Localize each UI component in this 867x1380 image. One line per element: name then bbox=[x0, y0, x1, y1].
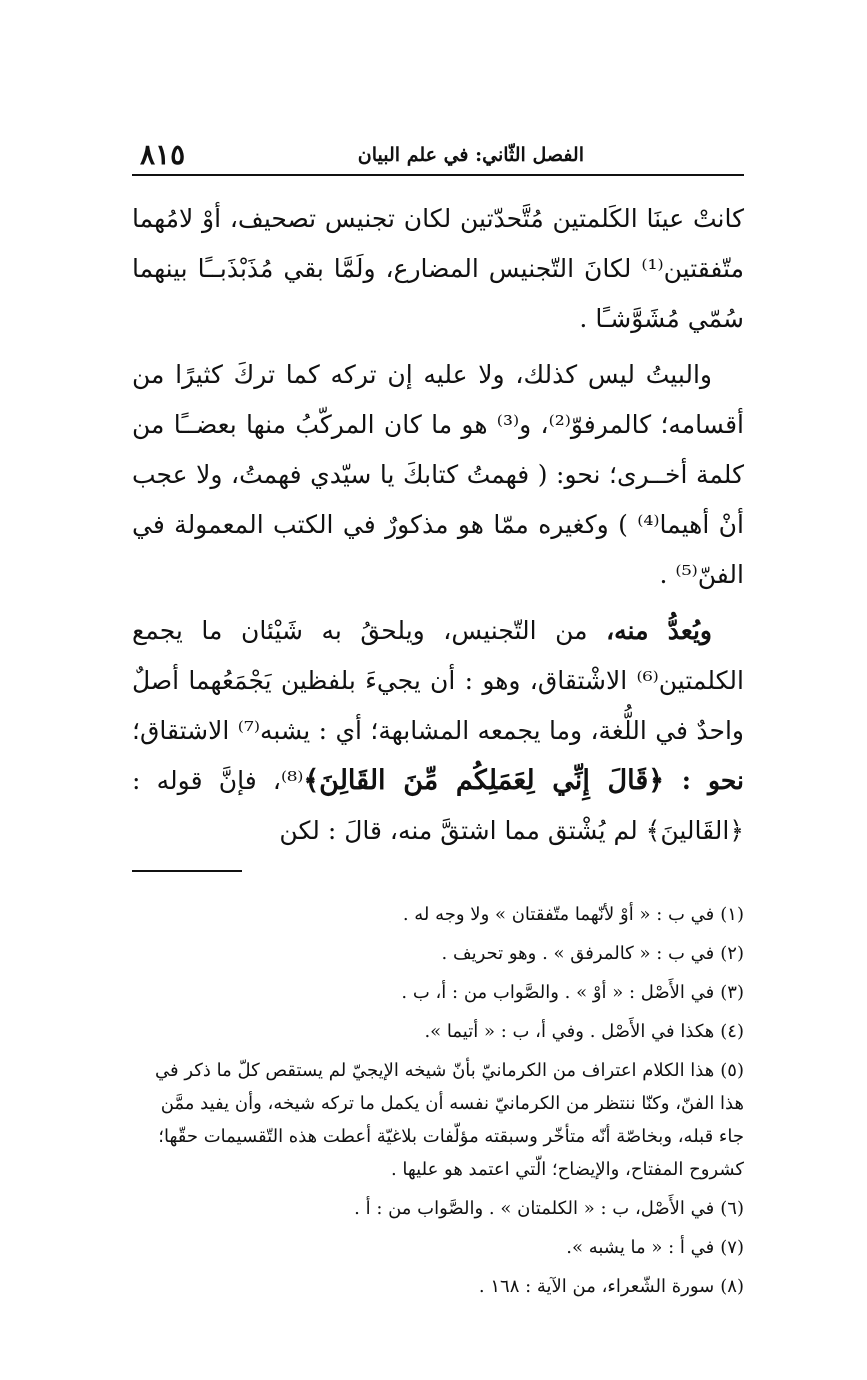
footnote-text: سورة الشّعراء، من الآية : ١٦٨ . bbox=[478, 1276, 715, 1297]
footnote-number: (٤) bbox=[720, 1021, 744, 1042]
footnote-text: في ب : « أوْ لأنّهما متّفقتان » ولا وجه له . bbox=[402, 904, 715, 925]
main-text bbox=[132, 194, 744, 856]
paragraph-3-text-b: ⁽⁸⁾، فإنَّ قوله : ﴿القَالينَ﴾ لم يُشْتق مما اشتقَّ منه، قالَ : لكن bbox=[132, 766, 744, 845]
footnote-number: (١) bbox=[720, 904, 744, 925]
footnote-text: في الأَصْل : « أوْ » . والصَّواب من : أ، ب . bbox=[401, 982, 715, 1003]
footnote-separator bbox=[132, 870, 744, 872]
footnote-7 bbox=[132, 1231, 744, 1264]
footnote-text: في أ : « ما يشبه ». bbox=[566, 1237, 715, 1258]
bold-lead: ويُعدُّ منه، bbox=[606, 616, 713, 645]
footnote-6 bbox=[132, 1192, 744, 1225]
footnote-2 bbox=[132, 937, 744, 970]
footnotes bbox=[132, 898, 744, 1303]
book-page bbox=[132, 140, 744, 1309]
footnote-3 bbox=[132, 976, 744, 1009]
footnote-number: (٦) bbox=[720, 1198, 744, 1219]
running-header bbox=[132, 140, 744, 176]
footnote-1 bbox=[132, 898, 744, 931]
footnote-text: في الأَصْل، ب : « الكلمتان » . والصَّواب من : أ . bbox=[354, 1198, 715, 1219]
bold-nahw: نحو : bbox=[681, 766, 744, 795]
footnote-text: هكذا في الأَصْل . وفي أ، ب : « أتيما ». bbox=[424, 1021, 715, 1042]
footnote-text: هذا الكلام اعتراف من الكرمانيّ بأنّ شيخه الإيجيّ لم يستقص كلّ ما ذكر في هذا الفنّ، وكنّا ننتظر من الكرمانيّ نفسه أن يكمل ما تركه شيخه، وأن يفيد ممَّن جاء قبله، وبخاصّة أنّه متأخّر وسبقته مؤلّفات بلاغيّة أعطت هذه التّقسيمات حقّها؛ كشروح المفتاح، والإيضاح؛ الّتي اعتمد هو عليها . bbox=[155, 1060, 744, 1180]
footnote-rule bbox=[132, 870, 242, 872]
footnote-8 bbox=[132, 1270, 744, 1303]
footnote-5 bbox=[132, 1054, 744, 1186]
chapter-title: الفصل الثّاني: في علم البيان bbox=[357, 144, 584, 166]
footnote-number: (٥) bbox=[720, 1060, 744, 1081]
footnote-number: (٧) bbox=[720, 1237, 744, 1258]
paragraph-2: والبيتُ ليس كذلك، ولا عليه إن تركه كما تركَ كثيرًا من أقسامه؛ كالمرفوّ⁽²⁾، و⁽³⁾ هو ما كان المركّبُ منها بعضــًا من كلمة أخــرى؛ نحو: ( فهمتُ كتابكَ يا سيّدي فهمتُ، ولا عجب أنْ أهيما⁽⁴⁾ ) وكغيره ممّا هو مذكورٌ في الكتب المعمولة في الفنّ⁽⁵⁾ . bbox=[132, 360, 744, 589]
quran-verse: ﴿قَالَ إِنِّي لِعَمَلِكُم مِّنَ القَالِنَ﴾ bbox=[303, 765, 682, 796]
paragraph-3 bbox=[132, 606, 744, 856]
footnote-number: (٢) bbox=[720, 943, 744, 964]
paragraph-3-text-a: من التّجنيس، ويلحقُ به شَيْئان ما يجمع الكلمتين⁽⁶⁾ الاشْتقاق، وهو : أن يجيءَ بلفظين يَجْمَعُهما أصلٌ واحدٌ في اللُّغة، وما يجمعه المشابهة؛ أي : يشبه⁽⁷⁾ الاشتقاق؛ bbox=[132, 616, 745, 745]
footnote-number: (٨) bbox=[720, 1276, 744, 1297]
paragraph-1: كانتْ عينَا الكَلمتين مُتَّحدّتين لكان تجنيس تصحيف، أوْ لامُهما متّفقتين⁽¹⁾ لكانَ التّجنيس المضارع، ولَمَّا بقي مُذَبْذَبــًا بينهما سُمّي مُشَوَّشـًا . bbox=[132, 204, 744, 333]
footnote-text: في ب : « كالمرفق » . وهو تحريف . bbox=[441, 943, 715, 964]
footnote-number: (٣) bbox=[720, 982, 744, 1003]
page-number: ٨١٥ bbox=[140, 138, 186, 171]
footnote-4 bbox=[132, 1015, 744, 1048]
